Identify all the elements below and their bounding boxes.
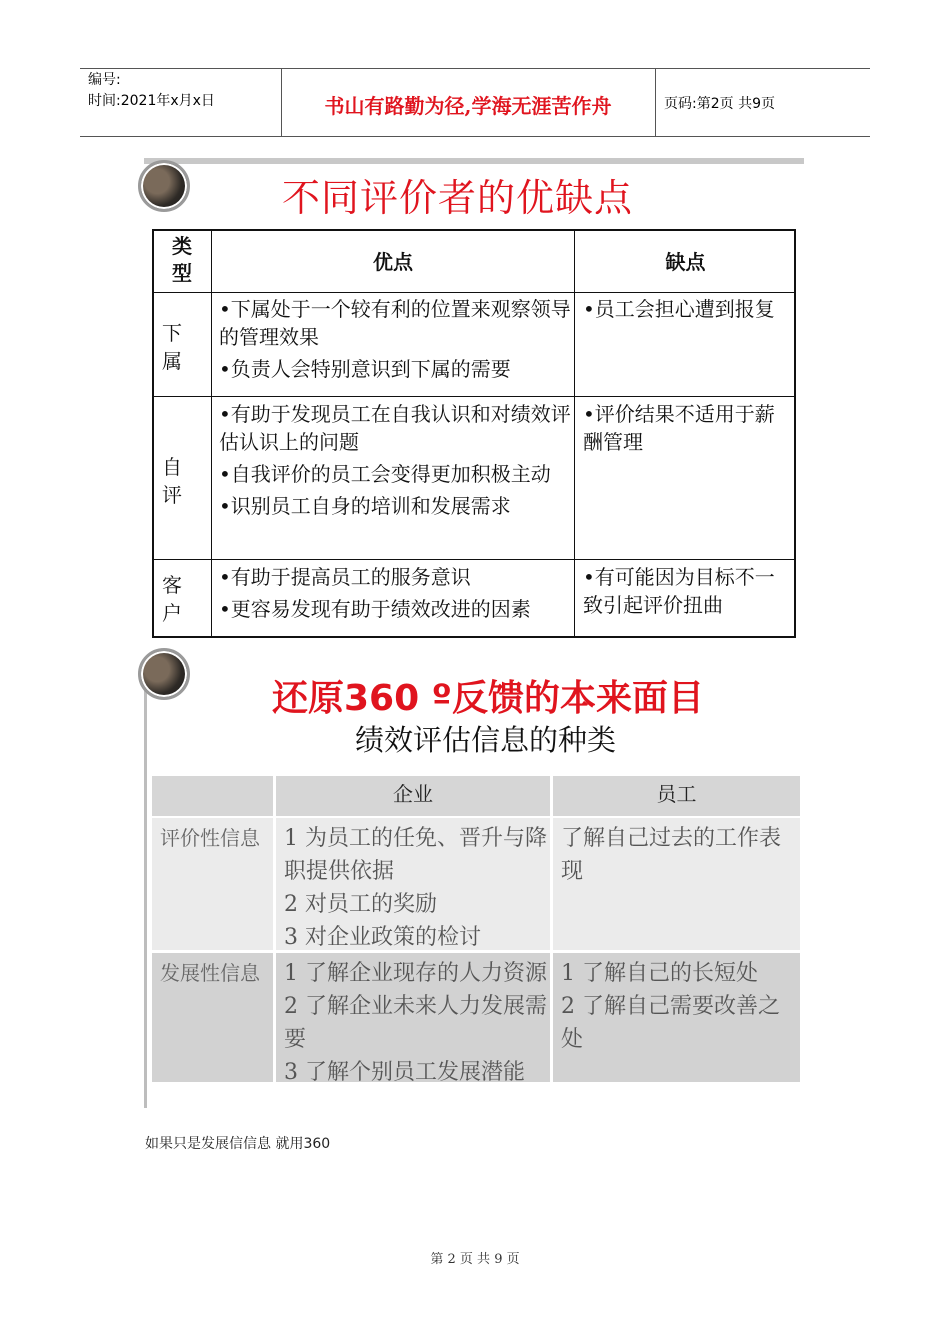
slide2-title: 还原360 º反馈的本来面目 [272, 678, 704, 719]
number-label: 编号: [88, 72, 121, 88]
row-cons [583, 563, 788, 623]
developmental-enterprise-cell [276, 953, 550, 1085]
list-item: • 评价结果不适用于薪酬管理 [583, 400, 788, 456]
list-item: • 员工会担心遭到报复 [583, 295, 788, 323]
column-header-pros: 优点 [373, 250, 413, 274]
table-divider [154, 396, 794, 397]
column-header-employee: 员工 [553, 776, 800, 816]
slide2-subtitle: 绩效评估信息的种类 [355, 723, 617, 757]
slide1-title: 不同评价者的优缺点 [282, 176, 634, 220]
row-cons [583, 295, 788, 327]
row-pros [219, 400, 571, 524]
row-type-label: 下属 [162, 321, 182, 373]
list-item: 2 了解企业未来人力发展需要 [284, 994, 547, 1052]
list-item: • 下属处于一个较有利的位置来观察领导的管理效果 [219, 295, 571, 351]
row-type-label: 客户 [162, 573, 182, 625]
list-item: 3 了解个别员工发展潜能 [284, 1060, 525, 1085]
header-meta [88, 70, 215, 112]
time-label: 时间:2021年x月x日 [88, 93, 215, 109]
developmental-employee-cell [553, 953, 800, 1082]
list-item: 2 了解自己需要改善之处 [561, 994, 780, 1052]
row-label-developmental: 发展性信息 [152, 953, 273, 1082]
list-item: • 负责人会特别意识到下属的需要 [219, 355, 571, 383]
header-motto: 书山有路勤为径,学海无涯苦作舟 [324, 94, 612, 118]
slide1-top-band [144, 158, 804, 164]
evaluative-enterprise-cell [276, 818, 550, 950]
list-item: 1 为员工的任免、晋升与降职提供依据 [284, 826, 547, 884]
evaluator-comparison-table [152, 229, 796, 638]
list-item: 了解自己过去的工作表现 [561, 826, 782, 884]
column-header-blank [152, 776, 273, 816]
list-item: • 识别员工自身的培训和发展需求 [219, 492, 571, 520]
list-item: • 更容易发现有助于绩效改进的因素 [219, 595, 571, 623]
list-item: • 有助于提高员工的服务意识 [219, 563, 571, 591]
list-item: 1 了解企业现存的人力资源 [284, 961, 547, 986]
slide2-left-rail [144, 660, 147, 1108]
table-divider [154, 559, 794, 560]
row-pros [219, 295, 571, 387]
column-header-enterprise: 企业 [276, 776, 550, 816]
list-item: • 自我评价的员工会变得更加积极主动 [219, 460, 571, 488]
slide1-speaker-photo [138, 160, 190, 212]
header-bottom-rule [80, 136, 870, 137]
list-item: 3 对企业政策的检讨 [284, 925, 481, 950]
list-item: • 有可能因为目标不一致引起评价扭曲 [583, 563, 788, 619]
row-label-evaluative: 评价性信息 [152, 818, 273, 950]
row-cons [583, 400, 788, 460]
list-item: • 有助于发现员工在自我认识和对绩效评估认识上的问题 [219, 400, 571, 456]
handwritten-note: 如果只是发展信信息 就用360 [145, 1136, 331, 1152]
feedback-info-table [152, 776, 800, 1085]
header-page-info: 页码:第2页 共9页 [664, 96, 775, 112]
header-divider-right [655, 68, 656, 136]
column-header-cons: 缺点 [665, 250, 706, 274]
header-top-rule [80, 68, 870, 69]
evaluative-employee-cell [553, 818, 800, 950]
list-item: 1 了解自己的长短处 [561, 961, 758, 986]
row-pros [219, 563, 571, 627]
list-item: 2 对员工的奖励 [284, 892, 437, 917]
column-header-type: 类型 [172, 234, 192, 285]
page-footer: 第 2 页 共 9 页 [430, 1252, 520, 1267]
table-divider [154, 292, 794, 293]
slide2-speaker-photo [138, 648, 190, 700]
row-type-label: 自评 [162, 455, 182, 507]
